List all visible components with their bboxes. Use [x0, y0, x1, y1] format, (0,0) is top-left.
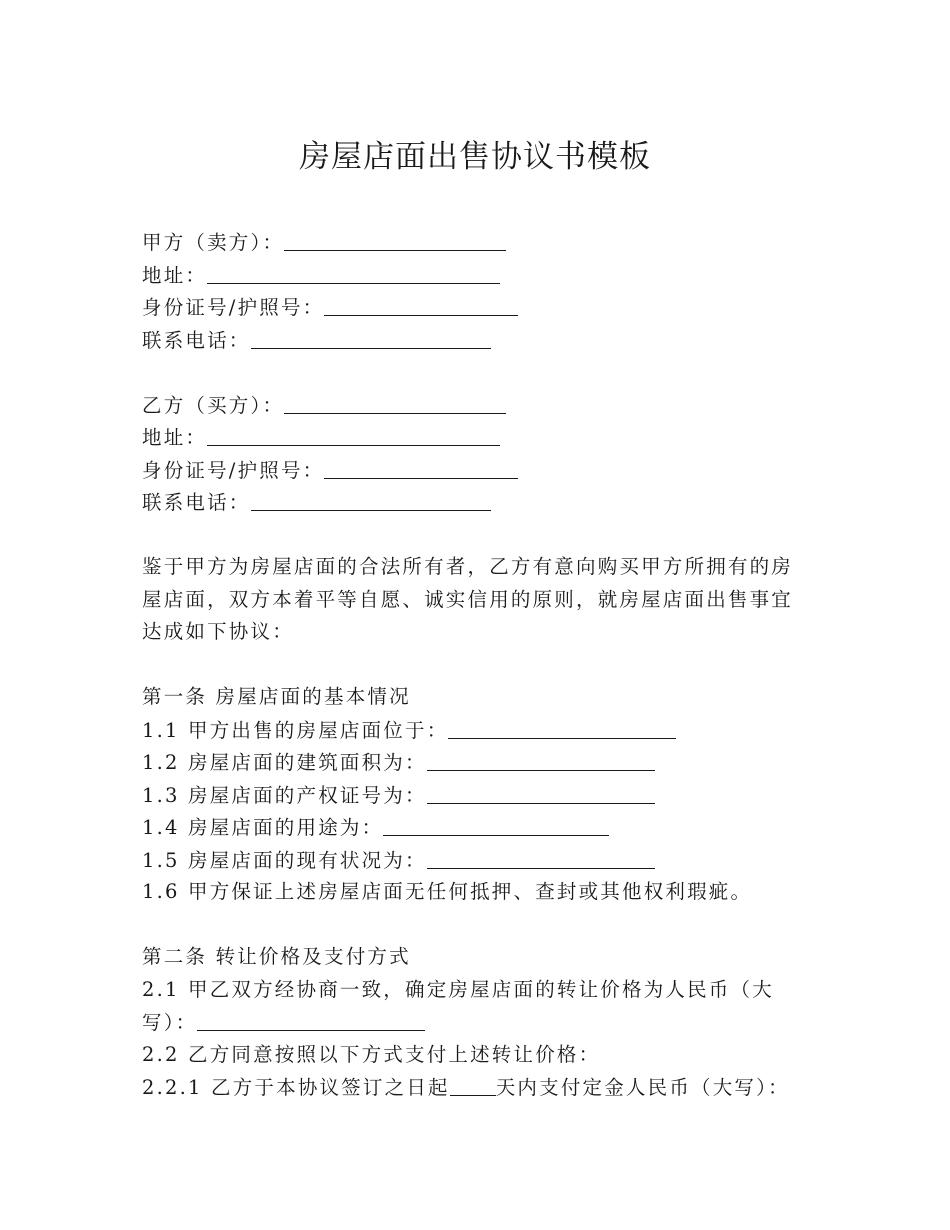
party-b-name-label: 乙方（买方）： [142, 393, 285, 417]
party-b-phone-field[interactable] [251, 488, 491, 511]
spacer [142, 909, 802, 942]
article-1-item-label: 1.5 房屋店面的现有状况为： [142, 848, 427, 872]
party-b-phone-row [142, 486, 802, 519]
party-a-name-label: 甲方（卖方）： [142, 231, 285, 254]
spacer [142, 519, 802, 552]
party-b-name-field[interactable] [284, 391, 506, 414]
article-2-item-label: 天内支付定金人民币（大写）： [495, 1076, 790, 1099]
party-a-phone-row [142, 324, 802, 357]
party-b-address-row [142, 421, 802, 454]
article-1-item [142, 811, 802, 844]
article-1-item [142, 714, 802, 747]
article-1-item-label: 1.2 房屋店面的建筑面积为： [142, 751, 427, 774]
condition-field[interactable] [427, 846, 655, 869]
article-2-item-label: 2.2.1 乙方于本协议签订之日起 [142, 1076, 450, 1099]
article-1-item-label: 1.1 甲方出售的房屋店面位于： [142, 718, 449, 742]
preamble-line: 屋店面，双方本着平等自愿、诚实信用的原则，就房屋店面出售事宜 [142, 587, 794, 611]
party-b-address-label: 地址： [142, 426, 208, 449]
document-title: 房屋店面出售协议书模板 [299, 139, 651, 175]
party-a-address-label: 地址： [142, 263, 208, 287]
party-a-phone-field[interactable] [251, 326, 491, 349]
party-a-name-row [142, 226, 802, 259]
spacer [142, 356, 802, 389]
party-a-id-field[interactable] [324, 293, 518, 316]
article-2-item-2: 2.2 乙方同意按照以下方式支付上述转让价格： [142, 1042, 601, 1066]
party-b-address-field[interactable] [207, 423, 500, 446]
article-1-item [142, 844, 802, 877]
article-1-item [142, 779, 802, 812]
party-a-id-row [142, 291, 802, 324]
article-1-item-label: 1.3 房屋店面的产权证号为： [142, 783, 427, 807]
article-2-item-label: 写）： [142, 1011, 198, 1034]
article-1-heading: 第一条 房屋店面的基本情况 [142, 685, 411, 708]
party-b-name-row [142, 389, 802, 422]
property-cert-field[interactable] [427, 781, 655, 804]
article-2-heading: 第二条 转让价格及支付方式 [142, 945, 411, 968]
preamble-line: 鉴于甲方为房屋店面的合法所有者，乙方有意向购买甲方所拥有的房 [142, 555, 794, 578]
party-b-id-field[interactable] [324, 456, 518, 479]
article-2-item-3 [142, 1071, 802, 1104]
party-b-id-label: 身份证号/护照号： [142, 458, 325, 482]
party-a-id-label: 身份证号/护照号： [142, 296, 325, 319]
location-field[interactable] [448, 716, 676, 739]
party-a-address-field[interactable] [207, 261, 500, 284]
party-a-phone-label: 联系电话： [142, 328, 251, 352]
document-body [142, 226, 802, 1104]
party-a-name-field[interactable] [284, 228, 506, 251]
article-1-item-label: 1.4 房屋店面的用途为： [142, 816, 384, 839]
article-1-item [142, 746, 802, 779]
party-b-phone-label: 联系电话： [142, 491, 251, 514]
preamble-line: 达成如下协议： [142, 620, 294, 643]
party-a-address-row [142, 259, 802, 292]
area-field[interactable] [427, 748, 655, 771]
article-2-item-1-line-2 [142, 1006, 802, 1039]
days-field[interactable] [450, 1073, 496, 1096]
usage-field[interactable] [383, 813, 609, 836]
price-field[interactable] [197, 1008, 425, 1031]
party-b-id-row [142, 454, 802, 487]
spacer [142, 649, 802, 682]
article-1-item: 1.6 甲方保证上述房屋店面无任何抵押、查封或其他权利瑕疵。 [142, 880, 753, 903]
article-2-item-1-line-1: 2.1 甲乙双方经协商一致，确定房屋店面的转让价格为人民币（大 [142, 977, 774, 1001]
